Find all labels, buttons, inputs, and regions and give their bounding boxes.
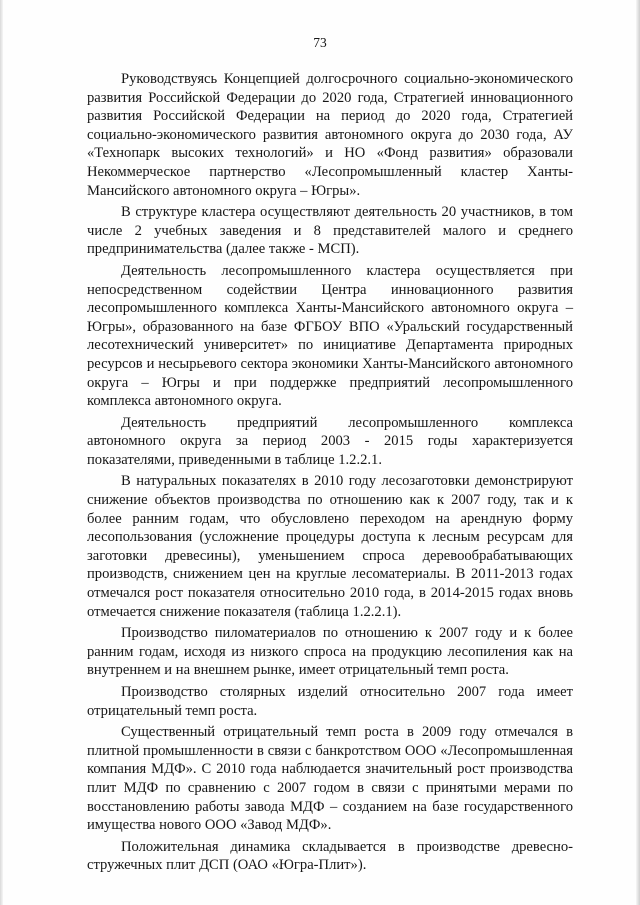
scan-edge-right	[636, 0, 640, 905]
paragraph-struktura-klastera: В структуре кластера осуществляют деятельность 20 участников, в том числе 2 учебных заведения и 8 представителей малого и среднего предпринимательства (далее также - МСП).	[87, 204, 573, 258]
paragraph-plity-dsp: Положительная динамика складывается в производстве древесно-стружечных плит ДСП (ОАО «Югра-Плит»).	[87, 838, 573, 874]
document-body	[87, 70, 573, 878]
paragraph-pilomaterialy: Производство пиломатериалов по отношению к 2007 году и к более ранним годам, исходя из низкого спроса на продукцию лесопиления как на внутреннем и на внешнем рынке, имеет отрицательный темп роста.	[87, 625, 573, 679]
paragraph-kontseptsiya: Руководствуясь Концепцией долгосрочного социально-экономического развития Российской Федерации до 2020 года, Стратегией инновационного развития Российской Федерации на период до 2020 года, Стратегией социально-экономического развития автономного округа до 2030 года, АУ «Технопарк высоких технологий» и НО «Фонд развития» образовали Некоммерческое партнерство «Лесопромышленный кластер Ханты-Мансийского автономного округа – Югры».	[87, 71, 573, 199]
page-number: 73	[313, 35, 327, 50]
scan-edge-left	[0, 0, 3, 905]
paragraph-deyatelnost-predpriyatiy: Деятельность предприятий лесопромышленного комплекса автономного округа за период 2003 - 2015 годы характеризуется показателями, приведенными в таблице 1.2.2.1.	[87, 414, 573, 468]
paragraph-deyatelnost-klastera: Деятельность лесопромышленного кластера осуществляется при непосредственном содействии Центра инновационного развития лесопромышленного комплекса Ханты-Мансийского автономного округа – Югры», образованного на базе ФГБОУ ВПО «Уральский государственный лесотехнический университет» по инициативе Департамента природных ресурсов и несырьевого сектора экономики Ханты-Мансийского автономного округа – Югры и при поддержке предприятий лесопромышленного комплекса автономного округа.	[87, 262, 573, 410]
paragraph-plity-mdf: Существенный отрицательный темп роста в 2009 году отмечался в плитной промышленности в связи с банкротством ООО «Лесопромышленная компания МДФ». С 2010 года наблюдается значительный рост производства плит МДФ по сравнению с 2007 годом в связи с принятыми мерами по восстановлению работы завода МДФ – созданием на базе государственного имущества нового ООО «Завод МДФ».	[87, 724, 573, 834]
paragraph-stolyarnye-izdeliya: Производство столярных изделий относительно 2007 года имеет отрицательный темп роста.	[87, 684, 573, 719]
paragraph-lesozagotovki: В натуральных показателях в 2010 году лесозаготовки демонстрируют снижение объектов производства по отношению как к 2007 году, так и к более ранним годам, что обусловлено переходом на арендную форму лесопользования (усложнение процедуры доступа к лесным ресурсам для заготовки древесины), уменьшением спроса деревообрабатывающих производств, снижением цен на круглые лесоматериалы. В 2011-2013 годах отмечался рост показателя относительно 2010 года, в 2014-2015 годах вновь отмечается снижение показателя (таблица 1.2.2.1).	[87, 473, 573, 620]
